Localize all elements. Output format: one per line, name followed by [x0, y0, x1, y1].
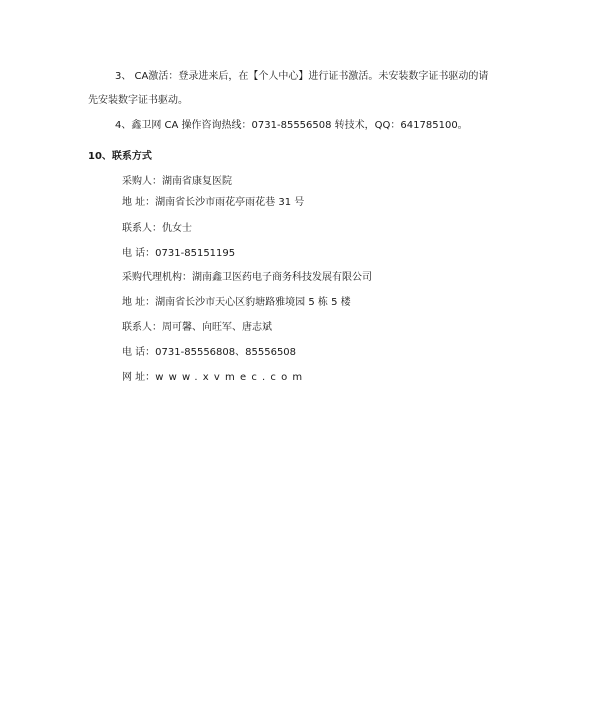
item-3-line-1: 3、 CA激活：登录进来后，在【个人中心】进行证书激活。未安装数字证书驱动的请	[115, 71, 489, 82]
website-label: 网 址：	[122, 372, 156, 383]
agency-address: 地 址：湖南省长沙市天心区豹塘路雅境园 5 栋 5 楼	[122, 297, 351, 308]
item-4-hotline: 4、鑫卫网 CA 操作咨询热线：0731-85556508 转技术，QQ：641785100。	[115, 120, 468, 131]
purchaser-name: 采购人：湖南省康复医院	[122, 176, 232, 187]
purchaser-phone: 电 话：0731-85151195	[122, 248, 236, 259]
purchaser-address: 地 址：湖南省长沙市雨花亭雨花巷 31 号	[122, 197, 305, 208]
agency-contacts: 联系人：周可馨、向旺军、唐志斌	[122, 322, 272, 333]
agency-phone: 电 话：0731-85556808、85556508	[122, 347, 297, 358]
item-3-line-2: 先安装数字证书驱动。	[88, 95, 188, 106]
section-heading-contact: 10、联系方式	[88, 151, 152, 162]
purchaser-contact: 联系人：仇女士	[122, 223, 192, 234]
website-row	[122, 371, 307, 384]
website-link[interactable]: www.xvmec.com	[155, 372, 308, 383]
agency-name: 采购代理机构：湖南鑫卫医药电子商务科技发展有限公司	[122, 272, 372, 283]
